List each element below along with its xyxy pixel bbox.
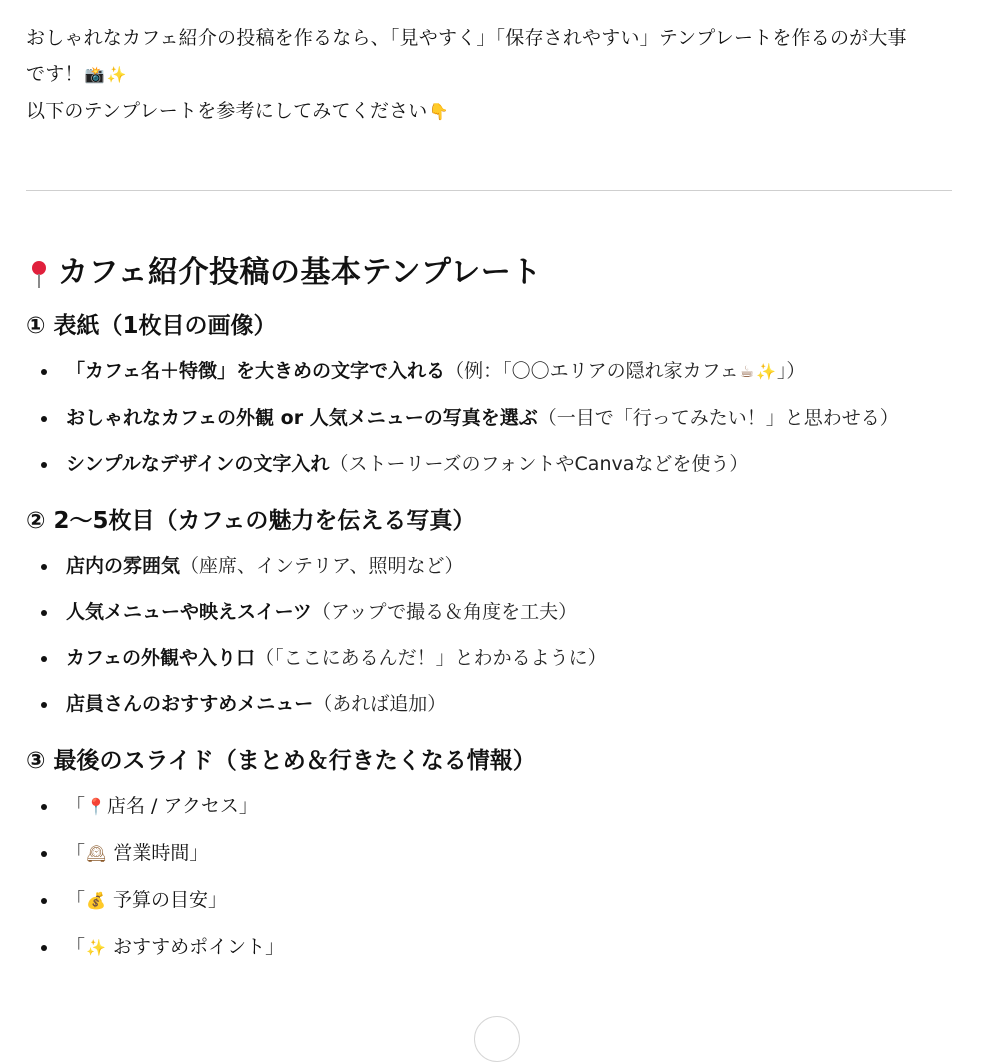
list-item xyxy=(26,598,956,626)
item-bold-text: 店員さんのおすすめメニュー xyxy=(66,693,314,715)
section-list-summary xyxy=(26,792,956,962)
item-bold-text: 人気メニューや映えスイーツ xyxy=(66,601,312,623)
list-item xyxy=(26,404,956,432)
scroll-down-button[interactable] xyxy=(474,1016,520,1062)
round-pushpin-icon xyxy=(26,255,56,291)
intro-line-2-text: です！ xyxy=(26,63,84,85)
item-normal-text: （ストーリーズのフォントやCanvaなどを使う） xyxy=(329,453,749,475)
item-normal-text: （あれば追加） xyxy=(313,693,447,715)
section-title-cover: ① 表紙（1枚目の画像） xyxy=(26,313,277,339)
open-bracket: 「 xyxy=(66,936,86,958)
list-item xyxy=(26,792,956,821)
list-item xyxy=(26,839,956,868)
open-bracket: 「 xyxy=(66,842,86,864)
list-item xyxy=(26,450,956,478)
item-normal-text: （例：「〇〇エリアの隠れ家カフェ xyxy=(445,360,739,382)
list-item xyxy=(26,886,956,915)
item-text: 店名 / アクセス」 xyxy=(106,795,258,817)
item-bold-text: おしゃれなカフェの外観 or 人気メニューの写真を選ぶ xyxy=(66,407,538,429)
intro-line-3 xyxy=(26,93,956,130)
section-title-summary: ③ 最後のスライド（まとめ＆行きたくなる情報） xyxy=(26,748,536,774)
item-normal-text: （座席、インテリア、照明など） xyxy=(180,555,464,577)
section-list-photos xyxy=(26,552,956,718)
round-pushpin-icon: 📍 xyxy=(86,797,106,816)
intro-line-1: おしゃれなカフェ紹介の投稿を作るなら、「見やすく」「保存されやすい」テンプレートを作るのが大事 xyxy=(26,27,907,49)
open-bracket: 「 xyxy=(66,795,86,817)
sparkles-icon: ✨ xyxy=(106,65,127,84)
item-normal-text: （アップで撮る＆角度を工夫） xyxy=(311,601,578,623)
list-item xyxy=(26,357,956,386)
list-item xyxy=(26,933,956,962)
main-title xyxy=(26,251,956,295)
item-text: 営業時間」 xyxy=(107,842,209,864)
list-item xyxy=(26,690,956,718)
item-bold-text: シンプルなデザインの文字入れ xyxy=(66,453,330,475)
item-bold-text: カフェの外観や入り口 xyxy=(66,647,256,669)
coffee-icon: ☕ xyxy=(739,362,754,381)
camera-icon: 📸 xyxy=(84,65,105,84)
sparkles-icon: ✨ xyxy=(755,362,776,381)
sparkles-icon: ✨ xyxy=(86,938,106,957)
section-list-cover xyxy=(26,357,956,478)
intro-line-3-text: 以下のテンプレートを参考にしてみてください xyxy=(26,100,428,122)
item-bold-text: 「カフェ名＋特徴」を大きめの文字で入れる xyxy=(66,360,446,382)
item-text: 予算の目安」 xyxy=(106,889,227,911)
item-bold-text: 店内の雰囲気 xyxy=(66,555,181,577)
intro-paragraph xyxy=(26,20,956,130)
divider xyxy=(26,190,952,191)
money-bag-icon: 💰 xyxy=(86,891,106,910)
intro-line-2 xyxy=(26,56,956,93)
item-normal-text: （「ここにあるんだ！」とわかるように） xyxy=(255,647,607,669)
main-title-text: カフェ紹介投稿の基本テンプレート xyxy=(58,255,542,290)
list-item xyxy=(26,552,956,580)
item-text: おすすめポイント」 xyxy=(106,936,285,958)
open-bracket: 「 xyxy=(66,889,86,911)
pointing-down-icon: 👇 xyxy=(428,102,449,121)
section-title-photos: ② 2〜5枚目（カフェの魅力を伝える写真） xyxy=(26,508,476,534)
list-item xyxy=(26,644,956,672)
item-normal-text: （一目で「行ってみたい！」と思わせる） xyxy=(537,407,899,429)
mantelpiece-clock-icon: 🕰 xyxy=(86,844,107,863)
item-normal-suffix: 」） xyxy=(776,360,806,382)
message-content xyxy=(26,20,956,962)
